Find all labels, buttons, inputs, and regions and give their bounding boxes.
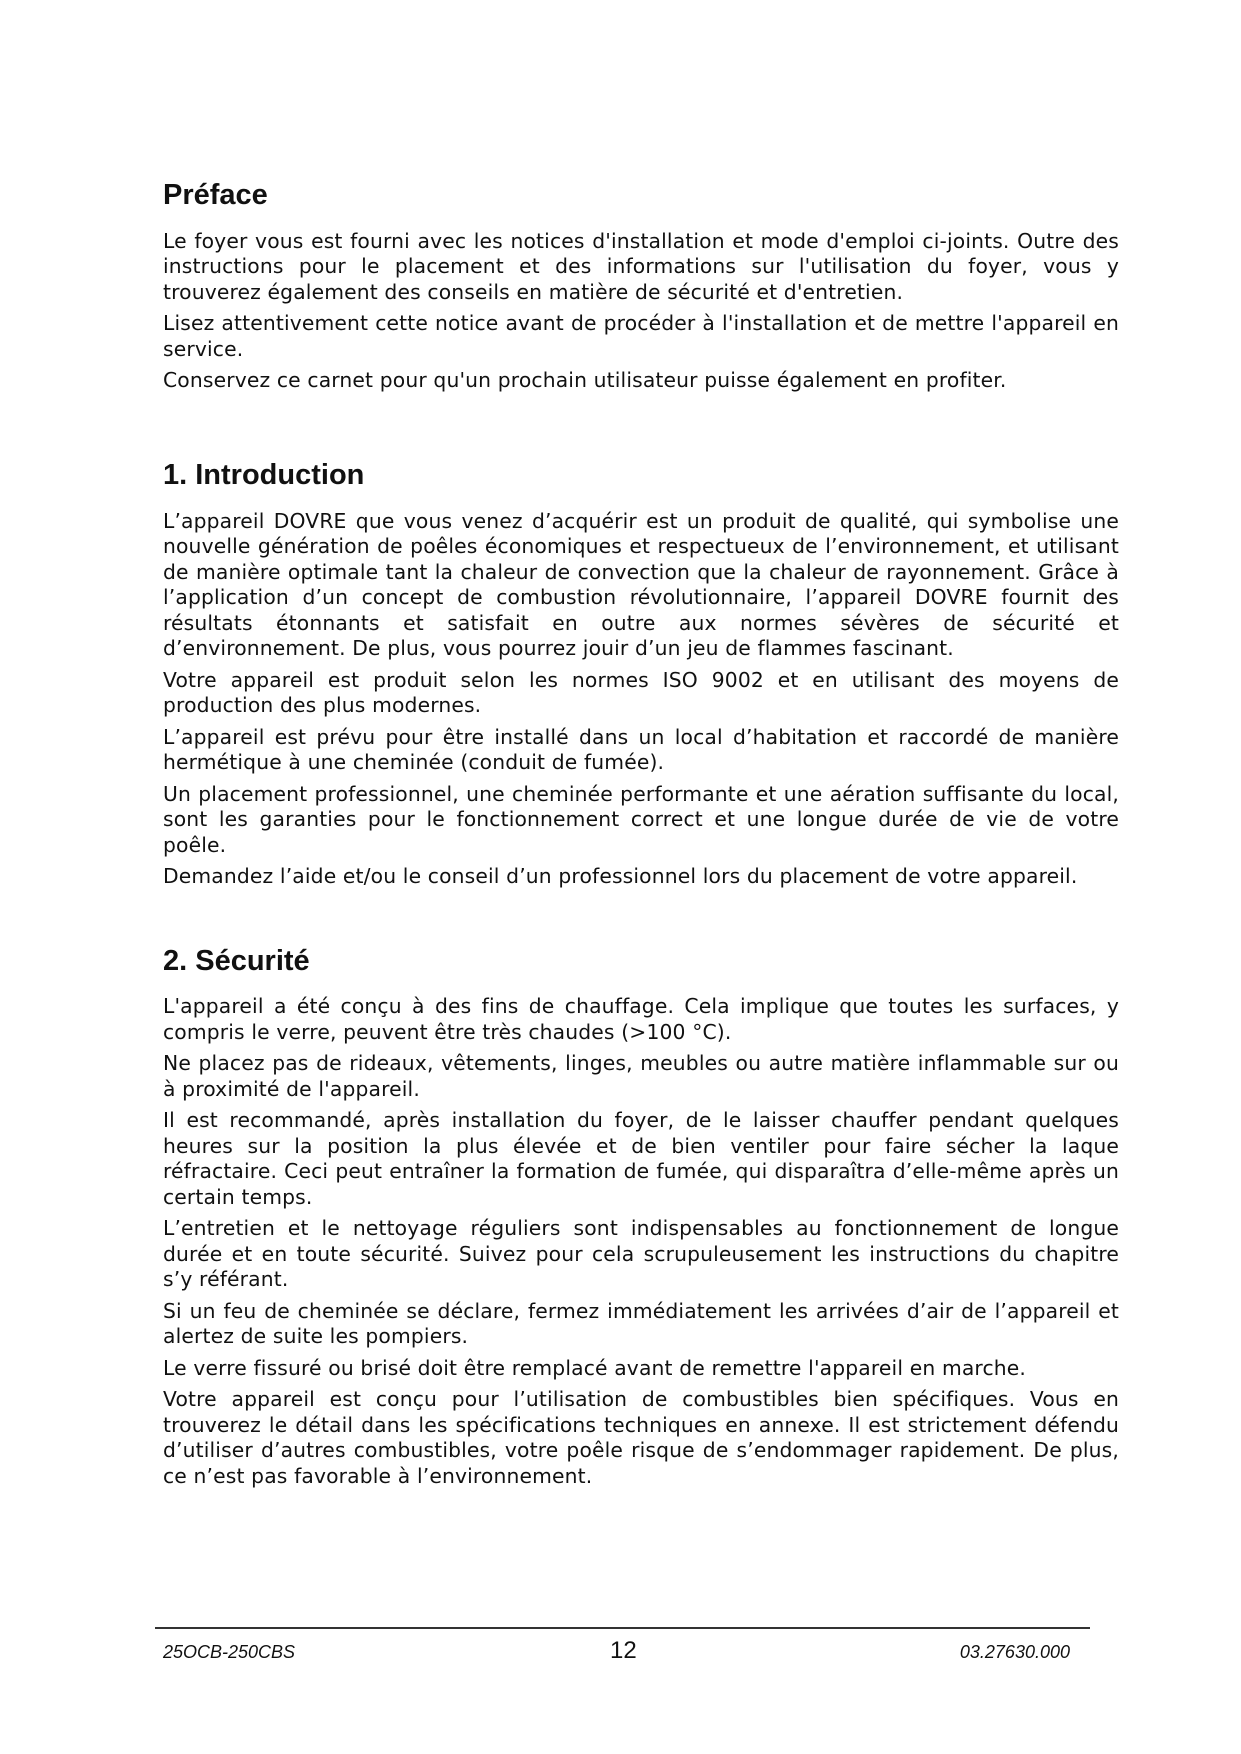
footer-page-number: 12 — [610, 1637, 637, 1664]
securite-paragraph: Le verre fissuré ou brisé doit être remplacé avant de remettre l'appareil en marche. — [163, 1355, 1026, 1380]
preface-paragraph: Conservez ce carnet pour qu'un prochain utilisateur puisse également en profiter. — [163, 368, 1007, 393]
footer-reference: 03.27630.000 — [959, 1642, 1070, 1662]
securite-paragraph: L'appareil a été conçu à des fins de chauffage. Cela implique que toutes les surfaces, y compris le verre, peuvent être très chaudes (>100 °C). — [163, 994, 1119, 1044]
preface-section — [163, 178, 1119, 394]
page-footer — [155, 1627, 1090, 1664]
preface-heading: Préface — [163, 179, 268, 211]
securite-section — [163, 944, 1119, 1490]
introduction-section — [163, 458, 1119, 890]
introduction-heading: 1. Introduction — [163, 458, 365, 491]
securite-paragraph: L’entretien et le nettoyage réguliers sont indispensables au fonctionnement de longue durée et en toute sécurité. Suivez pour cela scrupuleusement les instructions du chapitre s’y référant. — [163, 1216, 1119, 1292]
introduction-paragraph: Demandez l’aide et/ou le conseil d’un professionnel lors du placement de votre appareil. — [163, 864, 1078, 889]
securite-paragraph: Il est recommandé, après installation du foyer, de le laisser chauffer pendant quelques heures sur la position la plus élevée et de bien ventiler pour faire sécher la laque réfractaire. Ceci peut entraîner la formation de fumée, qui disparaîtra d’elle-même après un certain temps. — [163, 1108, 1119, 1209]
introduction-paragraph: Un placement professionnel, une cheminée performante et une aération suffisante du local, sont les garanties pour le fonctionnement correct et une longue durée de vie de votre poêle. — [163, 781, 1119, 857]
preface-paragraph: Lisez attentivement cette notice avant de procéder à l'installation et de mettre l'appareil en service. — [163, 311, 1119, 361]
preface-paragraph: Le foyer vous est fourni avec les notices d'installation et mode d'emploi ci-joints. Outre des instructions pour le placement et des informations sur l'utilisation du foyer, vous y trouverez également des conseils en matière de sécurité et d'entretien. — [163, 228, 1119, 304]
securite-heading: 2. Sécurité — [163, 944, 310, 977]
introduction-paragraph: L’appareil DOVRE que vous venez d’acquérir est un produit de qualité, qui symbolise une nouvelle génération de poêles économiques et respectueux de l’environnement, et utilisant de manière optimale tant la chaleur de convection que la chaleur de rayonnement. Grâce à l’application d’un concept de combustion révolutionnaire, l’appareil DOVRE fournit des résultats étonnants et satisfait en outre aux normes sévères de sécurité et d’environnement. De plus, vous pourrez jouir d’un jeu de flammes fascinant. — [163, 508, 1119, 661]
securite-paragraph: Votre appareil est conçu pour l’utilisation de combustibles bien spécifiques. Vous en trouverez le détail dans les spécifications techniques en annexe. Il est strictement défendu d’utiliser d’autres combustibles, votre poêle risque de s’endommager rapidement. De plus, ce n’est pas favorable à l’environnement. — [163, 1387, 1119, 1488]
footer-model: 25OCB-250CBS — [163, 1642, 296, 1662]
securite-paragraph: Ne placez pas de rideaux, vêtements, linges, meubles ou autre matière inflammable sur ou à proximité de l'appareil. — [163, 1051, 1119, 1101]
introduction-paragraph: Votre appareil est produit selon les normes ISO 9002 et en utilisant des moyens de production des plus modernes. — [163, 667, 1119, 718]
securite-paragraph: Si un feu de cheminée se déclare, fermez immédiatement les arrivées d’air de l’appareil et alertez de suite les pompiers. — [163, 1298, 1119, 1349]
introduction-paragraph: L’appareil est prévu pour être installé dans un local d’habitation et raccordé de manière hermétique à une cheminée (conduit de fumée). — [163, 724, 1119, 775]
page-content — [163, 178, 1119, 1495]
